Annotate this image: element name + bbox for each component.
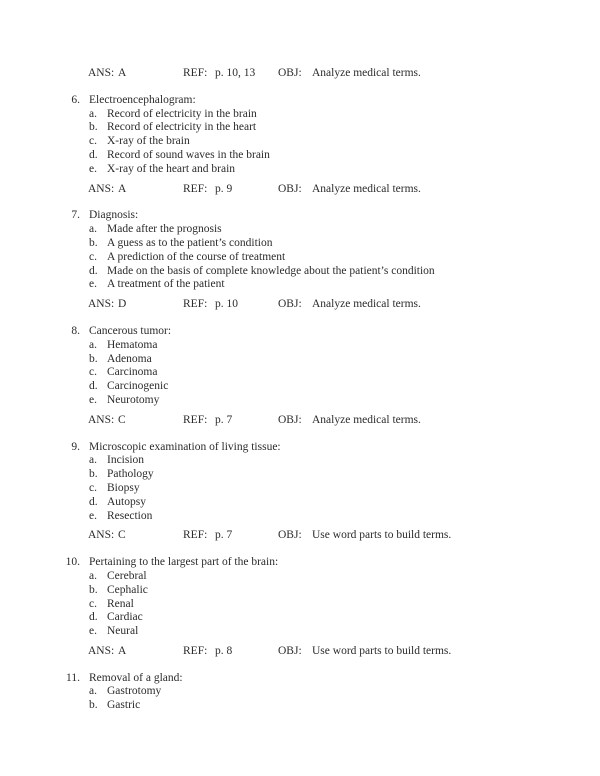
ref-label: REF:	[183, 529, 208, 542]
option-letter: c.	[89, 250, 97, 263]
option-row	[0, 339, 600, 353]
option-letter: c.	[89, 135, 97, 148]
option-letter: a.	[89, 107, 97, 120]
ref-value: p. 10, 13	[215, 67, 256, 79]
ans-label: ANS:	[88, 529, 115, 542]
option-row	[0, 121, 600, 135]
obj-value: Analyze medical terms.	[312, 413, 421, 426]
question-block	[0, 209, 600, 312]
question-number: 6.	[71, 93, 80, 106]
ref-value: p. 7	[215, 529, 233, 542]
option-letter: d.	[89, 264, 98, 277]
option-text: Made after the prognosis	[107, 223, 222, 236]
option-text: Gastrotomy	[107, 685, 162, 698]
option-row	[0, 584, 600, 598]
option-row	[0, 149, 600, 163]
option-row	[0, 353, 600, 367]
ans-label: ANS:	[88, 182, 115, 195]
question-block	[0, 556, 600, 659]
option-letter: e.	[89, 393, 97, 406]
option-letter: b.	[89, 121, 98, 134]
ans-value: A	[118, 67, 127, 79]
question-heading	[0, 325, 600, 339]
ref-value: p. 7	[215, 413, 233, 426]
option-letter: b.	[89, 583, 98, 596]
option-letter: e.	[89, 162, 97, 175]
ans-value: C	[118, 529, 126, 542]
option-text: Pathology	[107, 468, 154, 481]
obj-label: OBJ:	[278, 413, 302, 426]
ref-label: REF:	[183, 644, 208, 657]
option-letter: e.	[89, 509, 97, 522]
option-text: Cerebral	[107, 569, 147, 582]
question-text: Cancerous tumor:	[89, 324, 172, 337]
questions	[0, 94, 600, 713]
question-block	[0, 672, 600, 713]
option-text: Made on the basis of complete knowledge about the patient’s condition	[107, 264, 435, 277]
option-row	[0, 496, 600, 510]
option-letter: a.	[89, 569, 97, 582]
ans-label: ANS:	[88, 67, 115, 79]
option-text: Neural	[107, 625, 139, 638]
option-letter: c.	[89, 366, 97, 379]
answer-line	[0, 298, 600, 312]
ans-value: C	[118, 413, 126, 426]
option-text: Hematoma	[107, 338, 158, 351]
option-row	[0, 278, 600, 292]
option-text: Biopsy	[107, 481, 140, 494]
option-text: Gastric	[107, 699, 141, 712]
option-row	[0, 625, 600, 639]
option-row	[0, 468, 600, 482]
ans-label: ANS:	[88, 298, 115, 311]
answer-line	[0, 414, 600, 428]
question-text: Removal of a gland:	[89, 671, 183, 684]
option-row	[0, 251, 600, 265]
answer-line	[0, 645, 600, 659]
option-letter: a.	[89, 223, 97, 236]
ans-label: ANS:	[88, 644, 115, 657]
options	[0, 685, 600, 713]
ref-label: REF:	[183, 413, 208, 426]
options	[0, 339, 600, 408]
option-letter: e.	[89, 278, 97, 291]
option-text: A treatment of the patient	[107, 278, 225, 291]
option-text: Incision	[107, 454, 145, 467]
obj-label: OBJ:	[278, 67, 302, 79]
option-letter: a.	[89, 338, 97, 351]
option-row	[0, 570, 600, 584]
option-text: Renal	[107, 597, 134, 610]
option-letter: a.	[89, 454, 97, 467]
option-text: A prediction of the course of treatment	[107, 250, 286, 263]
question-text: Microscopic examination of living tissue:	[89, 440, 281, 453]
option-row	[0, 510, 600, 524]
option-letter: a.	[89, 685, 97, 698]
option-text: Record of sound waves in the brain	[107, 148, 270, 161]
option-text: Carcinoma	[107, 366, 158, 379]
option-letter: b.	[89, 236, 98, 249]
option-text: Adenoma	[107, 352, 152, 365]
obj-label: OBJ:	[278, 182, 302, 195]
option-letter: c.	[89, 481, 97, 494]
obj-label: OBJ:	[278, 529, 302, 542]
question-heading	[0, 441, 600, 455]
options	[0, 223, 600, 292]
option-letter: b.	[89, 352, 98, 365]
obj-value: Use word parts to build terms.	[312, 529, 452, 542]
option-row	[0, 380, 600, 394]
ref-label: REF:	[183, 67, 208, 79]
ref-value: p. 8	[215, 644, 233, 657]
obj-label: OBJ:	[278, 644, 302, 657]
ref-value: p. 10	[215, 298, 238, 311]
option-text: Neurotomy	[107, 393, 160, 406]
option-letter: d.	[89, 611, 98, 624]
ref-label: REF:	[183, 182, 208, 195]
answer-line	[0, 183, 600, 197]
question-block	[0, 441, 600, 544]
option-row	[0, 611, 600, 625]
option-letter: b.	[89, 468, 98, 481]
option-row	[0, 108, 600, 122]
option-row	[0, 135, 600, 149]
option-text: Cardiac	[107, 611, 143, 624]
obj-value: Analyze medical terms.	[312, 67, 421, 79]
answer-line	[0, 529, 600, 543]
option-text: Cephalic	[107, 583, 148, 596]
option-row	[0, 685, 600, 699]
question-number: 11.	[66, 671, 80, 684]
ans-value: D	[118, 298, 127, 311]
ref-value: p. 9	[215, 182, 233, 195]
question-text: Pertaining to the largest part of the brain:	[89, 556, 279, 569]
question-heading	[0, 672, 600, 686]
option-text: Record of electricity in the brain	[107, 107, 257, 120]
answer-line	[0, 67, 600, 81]
option-row	[0, 237, 600, 251]
option-row	[0, 699, 600, 713]
option-text: Carcinogenic	[107, 380, 169, 393]
question-heading	[0, 209, 600, 223]
option-text: Resection	[107, 509, 153, 522]
question-text: Electroencephalogram:	[89, 93, 196, 106]
options	[0, 570, 600, 639]
ans-value: A	[118, 644, 127, 657]
option-letter: d.	[89, 380, 98, 393]
option-letter: c.	[89, 597, 97, 610]
obj-label: OBJ:	[278, 298, 302, 311]
option-row	[0, 394, 600, 408]
option-text: A guess as to the patient’s condition	[107, 236, 273, 249]
question-block	[0, 325, 600, 428]
ans-label: ANS:	[88, 413, 115, 426]
option-letter: d.	[89, 148, 98, 161]
option-text: X-ray of the brain	[107, 135, 190, 148]
option-letter: b.	[89, 699, 98, 712]
question-block	[0, 94, 600, 197]
option-text: Record of electricity in the heart	[107, 121, 257, 134]
question-heading	[0, 94, 600, 108]
option-text: X-ray of the heart and brain	[107, 162, 236, 175]
option-row	[0, 163, 600, 177]
option-row	[0, 223, 600, 237]
ans-value: A	[118, 182, 127, 195]
option-letter: d.	[89, 495, 98, 508]
question-text: Diagnosis:	[89, 209, 139, 222]
obj-value: Analyze medical terms.	[312, 182, 421, 195]
obj-value: Use word parts to build terms.	[312, 644, 452, 657]
option-letter: e.	[89, 625, 97, 638]
question-number: 10.	[65, 556, 80, 569]
options	[0, 454, 600, 523]
question-number: 7.	[71, 209, 80, 222]
obj-value: Analyze medical terms.	[312, 298, 421, 311]
option-row	[0, 482, 600, 496]
question-number: 9.	[71, 440, 80, 453]
option-row	[0, 598, 600, 612]
option-row	[0, 366, 600, 380]
options	[0, 108, 600, 177]
option-row	[0, 265, 600, 279]
option-text: Autopsy	[107, 495, 146, 508]
question-number: 8.	[71, 324, 80, 337]
question-heading	[0, 556, 600, 570]
option-row	[0, 454, 600, 468]
ref-label: REF:	[183, 298, 208, 311]
